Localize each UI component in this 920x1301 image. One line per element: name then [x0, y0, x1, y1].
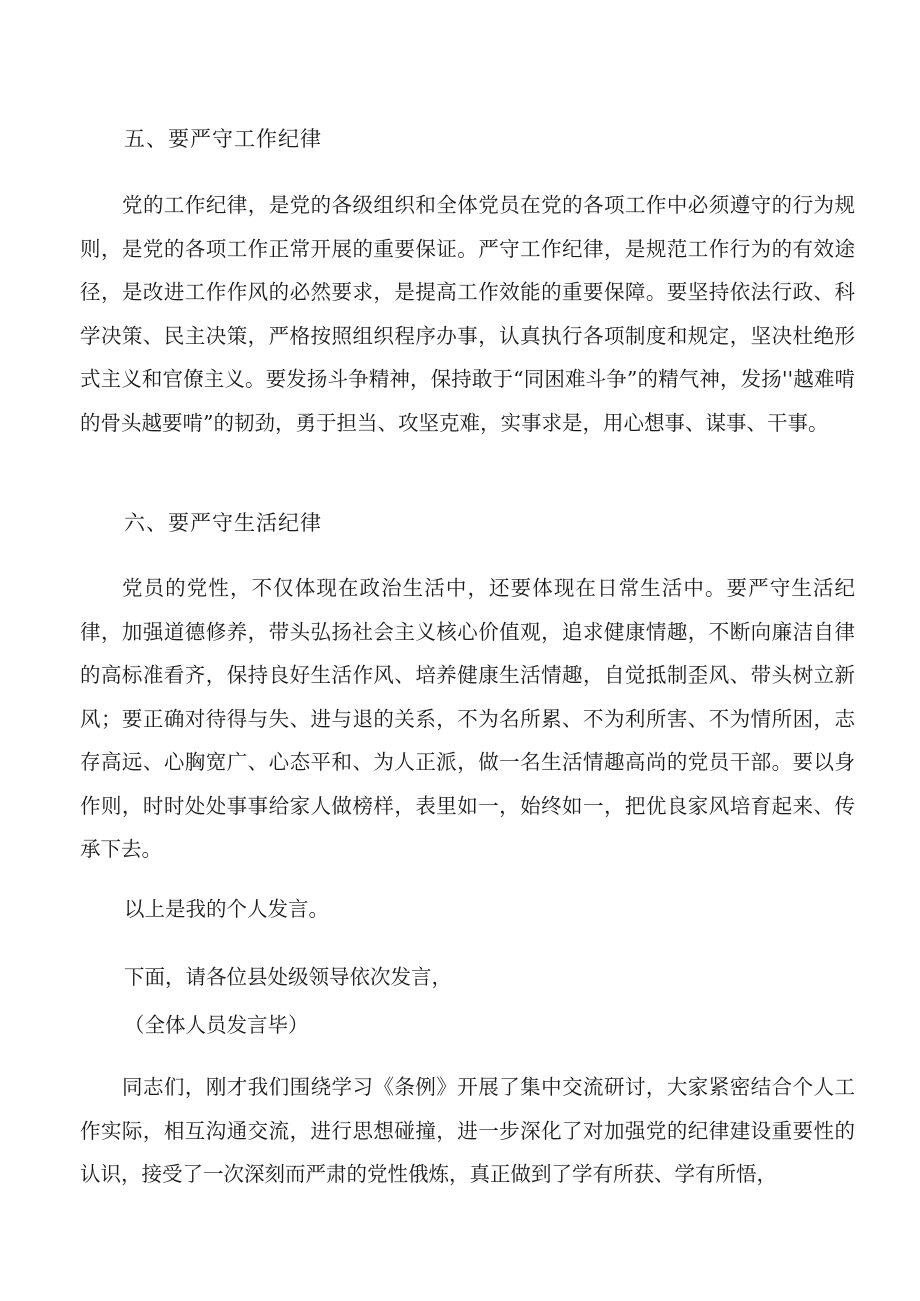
closing-line: 以上是我的个人发言。 [124, 897, 329, 921]
section-5-heading: 五、要严守工作纪律 [124, 127, 322, 151]
stage-note: （全体人员发言毕） [124, 1013, 309, 1037]
section-6-heading: 六、要严守生活纪律 [124, 511, 322, 535]
invite-line: 下面，请各位县处级领导依次发言， [124, 965, 452, 989]
section-5-paragraph: 党的工作纪律，是党的各级组织和全体党员在党的各项工作中必须遵守的行为规则，是党的各项工作正常开展的重要保证。严守工作纪律，是规范工作行为的有效途径，是改进工作作风的必然要求，是提高工作效能的重要保障。要坚持依法行政、科学决策、民主决策，严格按照组织程序办事，认真执行各项制度和规定，坚决杜绝形式主义和官僚主义。要发扬斗争精神，保持敢于“同困难斗争”的精气神，发扬''越难啃的骨头越要啃”的韧劲，勇于担当、攻坚克难，实事求是，用心想事、谋事、干事。 [80, 193, 855, 435]
summary-paragraph: 同志们，刚才我们围绕学习《条例》开展了集中交流研讨，大家紧密结合个人工作实际，相互沟通交流，进行思想碰撞，进一步深化了对加强党的纪律建设重要性的认识，接受了一次深刻而严肃的党性俄炼，真正做到了学有所获、学有所悟， [80, 1075, 855, 1186]
section-6-paragraph: 党员的党性，不仅体现在政治生活中，还要体现在日常生活中。要严守生活纪律，加强道德修养，带头弘扬社会主义核心价值观，追求健康情趣，不断向廉洁自律的高标准看齐，保持良好生活作风、培养健康生活情趣，自觉抵制歪风、带头树立新风；要正确对待得与失、进与退的关系，不为名所累、不为利所害、不为情所困，志存高远、心胸宽广、心态平和、为人正派，做一名生活情趣高尚的党员干部。要以身作则，时时处处事事给家人做榜样，表里如一，始终如一，把优良家风培育起来、传承下去。 [80, 576, 855, 861]
